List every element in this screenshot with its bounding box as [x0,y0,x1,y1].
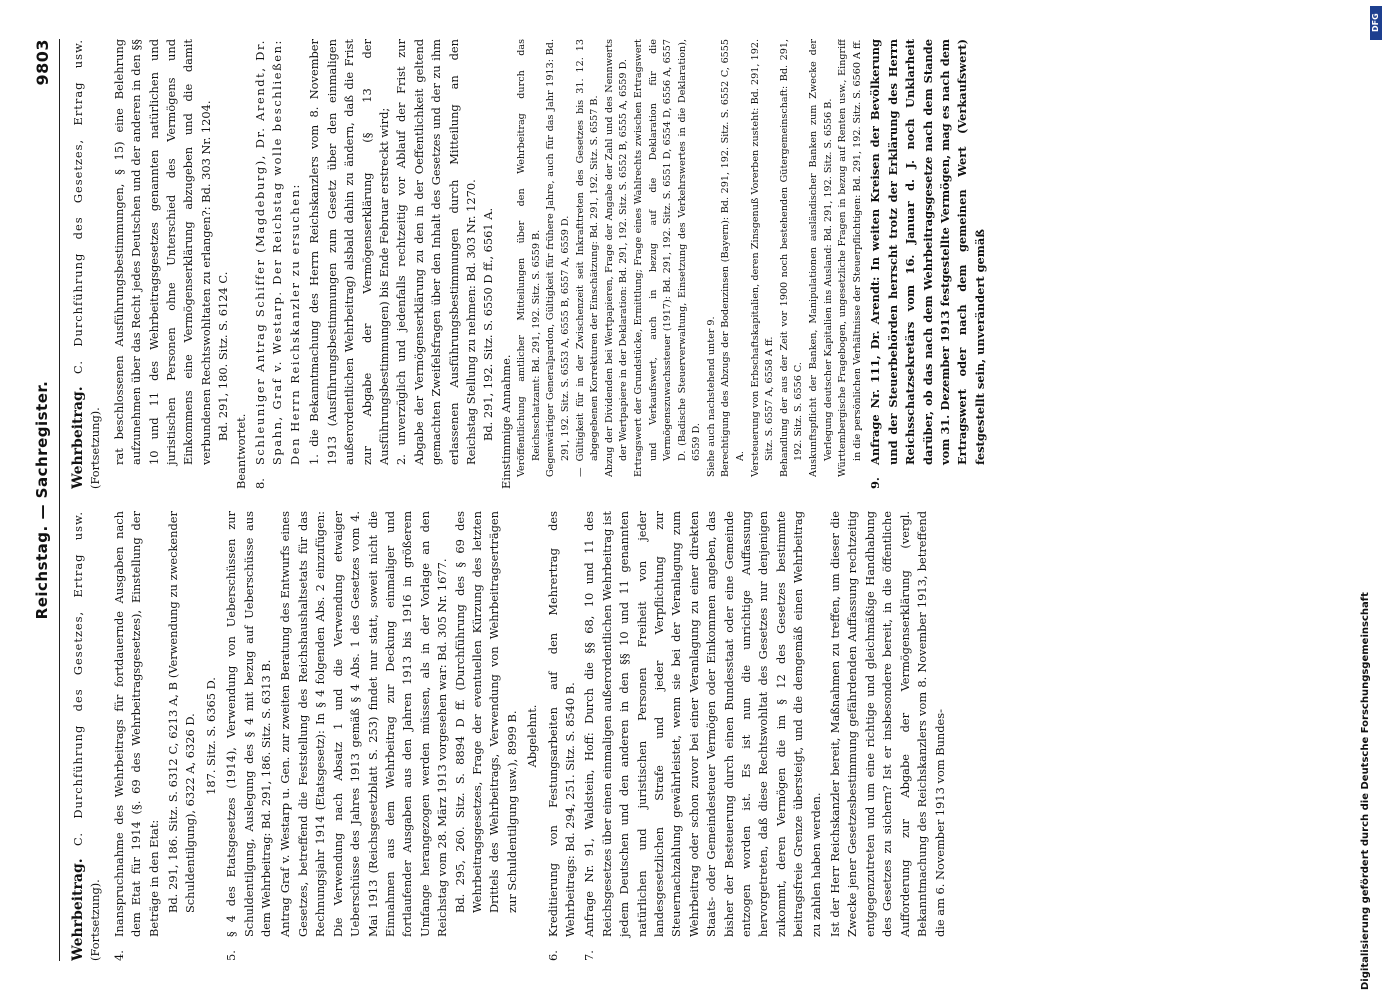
subtopic-line: Gegenwärtiger Generalpardon, Gültigkeit für frühere Jahre, auch für das Jahr 1913: Bd. 291, 192. Sitz. S. 6553 A, 6555 B, 6557 A, 6559 D. [545,39,571,477]
subtopic-line: Berechtigung des Abzugs der Bodenzinsen (Bayern): Bd. 291, 192. Sitz. S. 6552 C, 6555 A. [720,39,747,477]
subtopic-line: Versteuerung von Erbschaftskapitalien, deren Zinsgenuß Vorerben zusteht: Bd. 291, 192. Sitz. S. 6557 A, 6558 A ff. [749,39,776,477]
entry-4 [111,511,163,961]
result-einstimmig: Einstimmige Annahme. [498,354,513,489]
entry-5 [223,511,275,961]
subtopic-list [515,39,865,489]
dfg-logo: DFG [1370,6,1382,40]
entry-6 [545,511,580,961]
entry-4-reference: Bd. 291, 186. Sitz. S. 6312 C, 6213 A, B (Verwendung zu zweckender Schuldentilgung), 6322 A, 6326 D. [166,511,198,913]
page-header [30,39,56,961]
entry-number: 8. [253,478,268,489]
right-title-continued: (Fortsetzung). [88,407,103,489]
page-number: 9803 [33,39,52,86]
entry-4-reference-2: 187. Sitz. S. 6365 D. [203,677,218,795]
left-column [70,511,1340,961]
right-title-keyword: Wehrbeitrag. [70,386,86,489]
rotated-page-content [30,39,1350,961]
entry-5-reference: Bd. 295, 260. Sitz. S. 8894 D ff. (Durchführung des § 69 des Wehrbeitragsgesetzes, Frage der eventuellen Kürzung des letzten Drittels des Wehrbeitrags, Verwendung von Wehrbeitragserträgen zur Schuldentilgung usw.), 8999 B. [452,511,519,913]
subtopic-line: Veröffentlichung amtlicher Mitteilungen über den Wehrbeitrag durch das Reichsschatzamt: Bd. 291, 192. Sitz. S. 6559 B. [516,39,542,477]
entry-text: § 4 des Etatsgesetzes (1914), Verwendung von Ueberschüssen zur Schuldentilgung, Auslegung des § 4 mit bezug auf Ueberschüsse aus dem Wehrbeitrag: Bd. 291, 186. Sitz. S. 6313 B. [224,511,274,937]
entry-text: Anfrage Nr. 91, Waldstein, Hoff: Durch die §§ 68, 10 und 11 des Reichsgesetzes über einen einmaligen außerordentlichen Wehrbeitrag ist jedem Deutschen und den anderen in den §§ 10 und 11 genannten natürlichen und juristischen Personen Freiheit von jeder landesgesetzlichen Strafe und jeder Verpflichtung zur Steuernachzahlung gewährleistet, wenn sie bei der Veranlagung zum Wehrbeitrag oder schon zuvor bei einer Veranlagung zu einer direkten Staats- oder Gemeindesteuer Vermögen oder Einkommen angeben, das bisher der Besteuerung durch einen Bundesstaat oder eine Gemeinde entzogen worden ist. Es ist nun die unrichtige Auffassung hervorgetreten, daß diese Rechtswohltat des Gesetzes nur denjenigen zukommt, deren Vermögen die im § 12 des Gesetzes bestimmte beitragsfreie Grenze übersteigt, und die demgemäß einen Wehrbeitrag zu zahlen haben werden. [582,511,823,937]
subtopic-line: Ertragswert der Grundstücke, Ermittlung; Frage eines Wahlrechts zwischen Ertragswert und Verkaufswert, auch in bezug auf die Deklaration für die Vermögenszuwachssteuer (1917): Bd. 291, 192. Sitz. S. 6551 D, 6554 D, 6556 A, 6557 D. (Badische Steuerverwaltung, Einsetzung des Verkehrswertes in die Deklaration), 6559 D. [632,39,703,477]
entry-number: 7. [582,950,597,961]
entry-8-reference: Bd. 291, 192. Sitz. S. 6550 D ff., 6561 A. [481,207,496,441]
entry-7-paragraph-2: Ist der Herr Reichskanzler bereit, Maßnahmen zu treffen, um dieser die Zwecke jener Gesetzesbestimmung gefährdenden Auffassung rechtzeitig entgegenzutreten und um eine richtige und gleichmäßige Handhabung des Gesetzes zu sichern? Ist er insbesondere bereit, in die öffentliche Aufforderung zur Abgabe der Vermögenserklärung (vergl. Bekanntmachung des Reichskanzlers vom 8. November 1913, betreffend die am 6. November 1913 vom Bundes- [828,511,947,937]
entry-8-sub-2: 2. unverzüglich und jedenfalls rechtzeitig vor Ablauf der Frist zur Abgabe der Vermögenserklärung zu den in der Oeffentlichkeit geltend gemachten Zweifelsfragen über den Inhalt des Gesetzes und der zu ihm erlassenen Ausführungsbestimmungen durch Mitteilung an den Reichstag Stellung zu nehmen: Bd. 303 Nr. 1270. [394,39,478,465]
running-head: Reichstag. — Sachregister. [33,380,51,620]
entry-text: Schleuniger Antrag Schiffer (Magdeburg), Dr. Arendt, Dr. Spahn, Graf v. Westarp. Der Reichstag wolle beschließen: Den Herrn Reichskanzler zu ersuchen: [253,39,302,465]
right-column [70,39,1340,489]
entry-text: Inanspruchnahme des Wehrbeitrags für fortdauernde Ausgaben nach dem Etat für 1914 (§. 69 des Wehrbeitragsgesetzes), Einstellung der Beträge in den Etat: [111,511,161,937]
left-title-continued: (Fortsetzung). [88,879,103,961]
digitization-credit: Digitalisierung gefördert durch die Deutsche Forschungsgemeinschaft [1360,592,1371,990]
entry-5-antrag: Antrag Graf v. Westarp u. Gen. zur zweiten Beratung des Entwurfs eines Gesetzes, betreffend die Feststellung des Reichshaushaltsetats für das Rechnungsjahr 1914 (Etatsgesetz): In § 4 folgenden Abs. 2 einzufügen: Die Verwendung nach Absatz 1 und die Verwendung etwaiger Ueberschüsse des Jahres 1913 gemäß § 4 Abs. 1 des Gesetzes vom 4. Mai 1913 (Reichsgesetzblatt S. 253) findet nur statt, soweit nicht die Einnahmen aus dem Wehrbeitrag zur Deckung einmaliger und fortlaufender Ausgaben aus den Jahren 1913 bis 1916 in größerem Umfange herangezogen werden müssen, als in der Vorlage an den Reichstag vom 28. März 1913 vorgesehen war: Bd. 305 Nr. 1677. [278,511,450,937]
subtopic-line: Siehe auch nachstehend unter 9. [705,316,717,477]
entry-8-sub-1: 1. die Bekanntmachung des Herrn Reichskanzlers vom 8. November 1913 (Ausführungsbestimmungen zum Gesetz über den einmaligen außerordentlichen Wehrbeitrag) alsbald dahin zu ändern, daß die Frist zur Abgabe der Vermögenserklärung (§ 13 der Ausführungsbestimmungen) bis Ende Februar erstreckt wird; [307,39,391,465]
entry-number: 9. [868,477,883,489]
result-abgelehnt: Abgelehnt. [525,704,540,768]
subtopic-line: Abzug der Dividenden bei Wertpapieren, Frage der Angabe der Zahl und des Nennwerts der Wertpapiere in der Deklaration: Bd. 291, 192. Sitz. S. 6552 B, 6555 A, 6559 D. [603,39,630,477]
left-column-title [70,511,105,961]
entry-8 [252,39,304,489]
subtopic-line: Württembergische Fragebogen, ungesetzliche Fragen in bezug auf Renten usw., Eingriff in die persönlichen Verhältnisse der Steuerpflichtigen: Bd. 291, 192. Sitz. S. 6560 A ff. [837,39,863,477]
entry-number: 6. [545,950,560,961]
subtopic-line: Behandlung der aus der Zeit vor 1900 noch bestehenden Gütergemeinschaft: Bd. 291, 192. Sitz. S. 6556 C. [778,39,805,477]
result-beantwortet: Beantwortet. [233,413,248,489]
left-title-keyword: Wehrbeitrag. [70,858,86,961]
entry-text: Anfrage Nr. 111, Dr. Arendt: In weiten Kreisen der Bevölkerung und der Steuerbehörden herrscht trotz der Erklärung des Herrn Reichsschatzsekretärs vom 16. Januar d. J. noch Unklarheit darüber, ob das nach dem Wehrbeitragsgesetze nach dem Stande vom 31. Dezember 1913 festgestellte Vermögen, mag es nach dem Ertragswert oder nach dem gemeinen Wert (Verkaufswert) festgestellt sein, unverändert gemäß [868,39,987,465]
entry-number: 4. [111,950,126,961]
entry-9 [867,39,989,489]
subtopic-line: Auskunftspflicht der Banken, Manipulationen ausländischer Banken zum Zwecke der Verlegung deutscher Kapitalien ins Ausland: Bd. 291, 192. Sitz. S. 6556 B. [808,39,834,477]
entry-number: 5. [224,950,239,961]
right-title-rest: C. Durchführung des Gesetzes, Ertrag usw. [71,39,85,374]
right-column-title [70,39,105,489]
continuation-text: rat beschlossenen Ausführungsbestimmungen, § 15) eine Belehrung aufzunehmen über das Recht jedes Deutschen und der anderen in den §§ 10 und 11 des Wehrbeitragsgesetzes genannten natürlichen und juristischen Personen ohne Unterschied des Vermögens und Einkommens eine Vermögenserklärung abzugeben und die damit verbundenen Rechtswohltaten zu erlangen?: Bd. 303 Nr. 1204. [111,39,213,465]
header-rule [59,39,60,961]
subtopic-line: — Gültigkeit für in der Zwischenzeit seit Inkrafttreten des Gesetzes bis 31. 12. 13 abgegebenen Korrekturen der Einschätzung: Bd. 291, 192. Sitz. S. 6557 B. [574,39,601,477]
left-title-rest: C. Durchführung des Gesetzes, Ertrag usw. [71,511,85,846]
entry-7 [581,511,825,961]
continuation-reference: Bd. 291, 180. Sitz. S. 6124 C. [216,271,231,441]
entry-text: Kreditierung von Festungsarbeiten auf den Mehrertrag des Wehrbeitrags: Bd. 294, 251. Sitz. S. 8540 B. [545,511,577,937]
